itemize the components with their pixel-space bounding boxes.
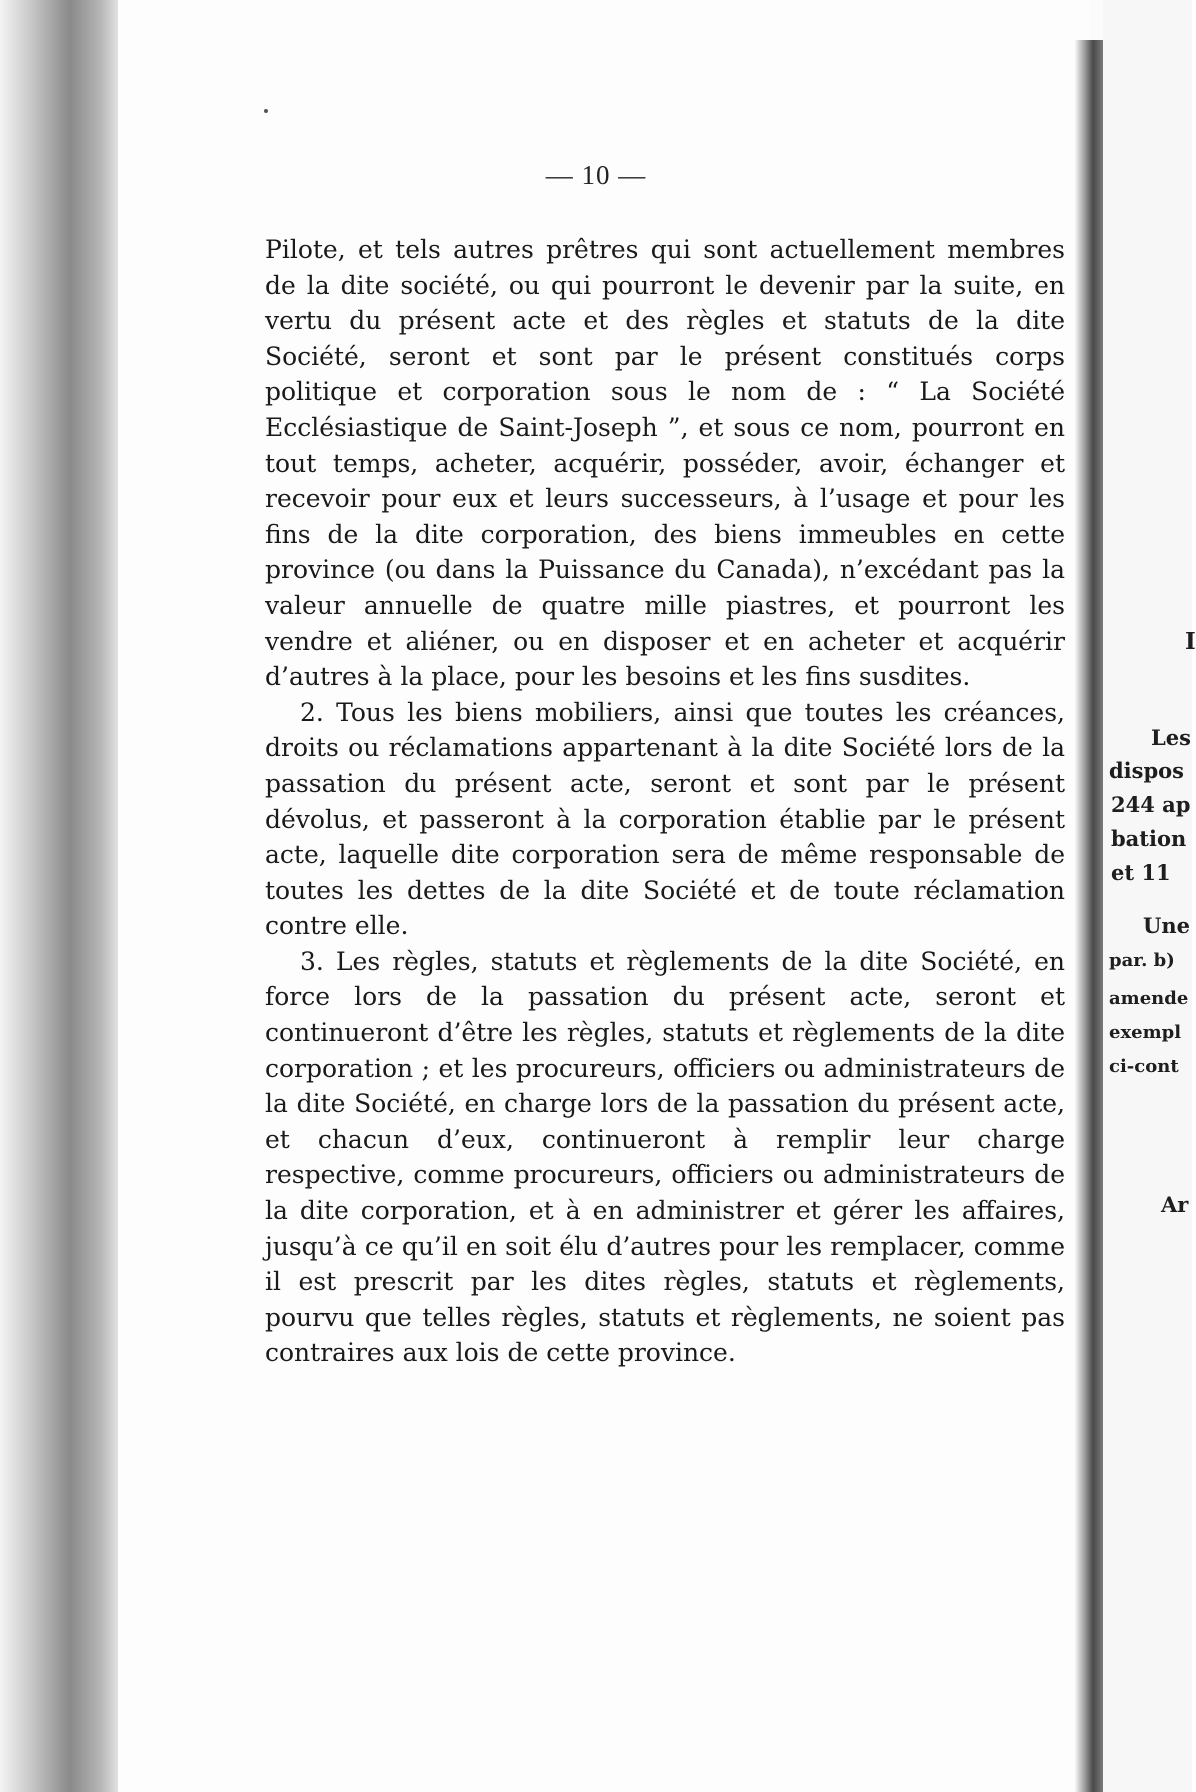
adjacent-page-fragment: dispos xyxy=(1109,758,1184,783)
book-gutter xyxy=(0,0,118,1792)
body-text xyxy=(265,232,1065,1371)
page-number: — 10 — xyxy=(545,160,647,190)
dust-speck xyxy=(264,109,268,113)
adjacent-page-fragment: exempl xyxy=(1109,1022,1182,1043)
adjacent-page-fragment: par. b) xyxy=(1109,950,1175,971)
adjacent-page-fragment: 244 ap xyxy=(1111,792,1191,817)
paragraph-2: 2. Tous les biens mobiliers, ainsi que toutes les créances, droits ou réclamations appartenant à la dite Société lors de la passation du présent acte, seront et sont par le présent dévolus, et passeront à la corporation établie par le présent acte, laquelle dite corporation sera de même responsable de toutes les dettes de la dite Société et de toute réclamation contre elle. xyxy=(265,697,1065,941)
adjacent-page-fragment: Une xyxy=(1143,913,1190,938)
page-edge-shadow xyxy=(1075,40,1103,1792)
adjacent-page-fragment: ci-cont xyxy=(1109,1056,1179,1077)
adjacent-page-fragment: et 11 xyxy=(1111,860,1171,885)
adjacent-page-fragment: Les xyxy=(1151,725,1191,750)
adjacent-page-fragment: Ar xyxy=(1161,1192,1189,1217)
paragraph-3: 3. Les règles, statuts et règlements de la dite Société, en force lors de la passation du présent acte, seront et continueront d’être les règles, statuts et règlements de la dite corporation ; et les procureurs, officiers ou administrateurs de la dite Société, en charge lors de la passation du présent acte, et chacun d’eux, continueront à remplir leur charge respective, comme procureurs, officiers ou administrateurs de la dite corporation, et à en administrer et gérer les affaires, jusqu’à ce qu’il en soit élu d’autres pour les remplacer, comme il est prescrit par les dites règles, statuts et règlements, pourvu que telles règles, statuts et règlements, ne soient pas contraires aux lois de cette province. xyxy=(265,946,1065,1368)
adjacent-page-fragment: I xyxy=(1185,628,1196,655)
adjacent-page xyxy=(1103,0,1196,1792)
adjacent-page-fragment: amende xyxy=(1109,988,1189,1009)
paragraph-1: Pilote, et tels autres prêtres qui sont actuellement membres de la dite société, ou qui pourront le devenir par la suite, en vertu du présent acte et des règles et statuts de la dite Société, seront et sont par le présent constitués corps politique et corporation sous le nom de : “ La Société Ecclésiastique de Saint-Joseph ”, et sous ce nom, pourront en tout temps, acheter, acquérir, posséder, avoir, échanger et recevoir pour eux et leurs successeurs, à l’usage et pour les fins de la dite corporation, des biens immeubles en cette province (ou dans la Puissance du Canada), n’excédant pas la valeur annuelle de quatre mille piastres, et pourront les vendre et aliéner, ou en disposer et en acheter et acquérir d’autres à la place, pour les besoins et les fins susdites. xyxy=(265,235,1065,692)
adjacent-page-fragment: bation xyxy=(1111,826,1187,851)
